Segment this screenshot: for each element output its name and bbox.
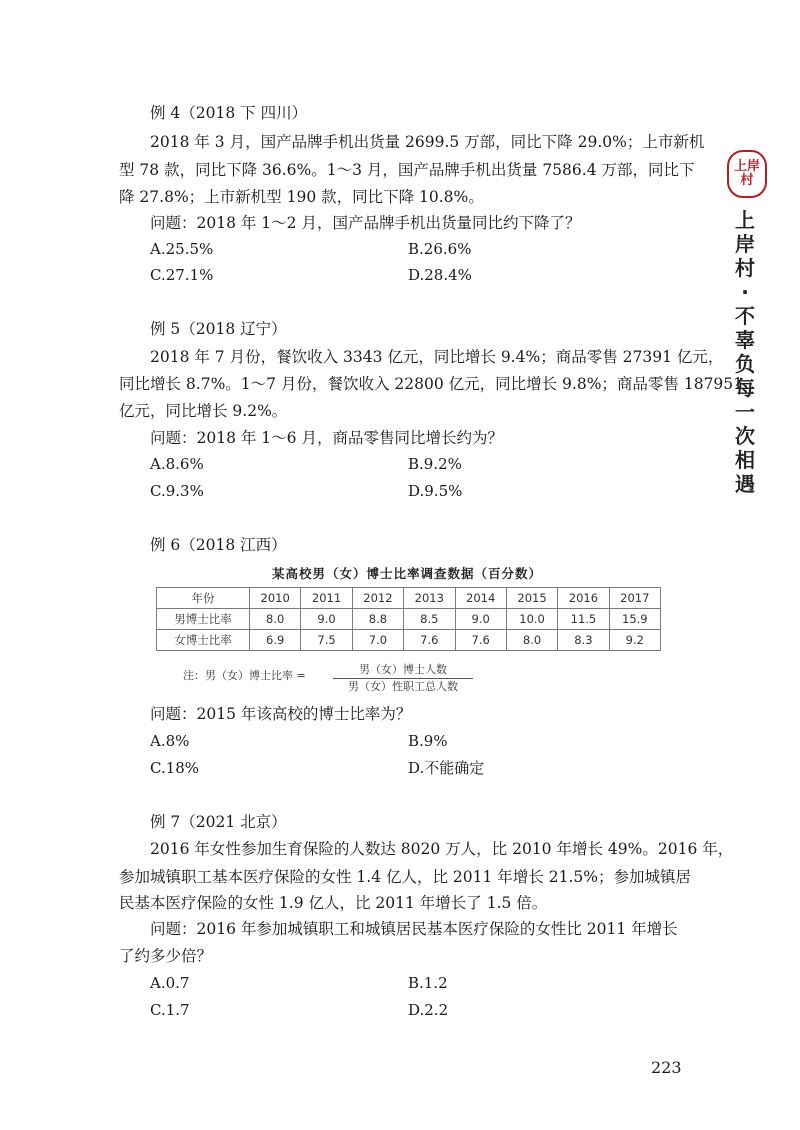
example-4-option-b: B.26.6% [408,240,472,258]
table-cell: 10.0 [506,609,557,630]
example-7-option-b: B.1.2 [408,974,448,992]
brand-seal-logo: 上岸 村 [727,150,767,198]
example-4-text-line: 降 27.8%；上市新机型 190 款，同比下降 10.8%。 [119,188,484,206]
table-title: 某高校男（女）博士比率调查数据（百分数） [272,566,543,581]
example-6-question: 问题：2015 年该高校的博士比率为？ [150,705,412,723]
table-header-cell: 2017 [609,588,660,609]
table-header-cell: 2010 [250,588,301,609]
example-6-option-b: B.9% [408,732,448,750]
table-note-fraction [333,663,473,694]
example-4-option-a: A.25.5% [150,240,214,258]
table-row [157,630,661,651]
example-5-text-line: 亿元，同比增长 9.2%。 [119,402,288,420]
example-7-text-line: 2016 年女性参加生育保险的人数达 8020 万人，比 2010 年增长 49%。2016 年， [150,840,734,858]
table-note: 注：男（女）博士比率 = [183,669,306,682]
table-header-cell: 2012 [352,588,403,609]
table-cell: 7.6 [455,630,506,651]
example-6-option-c: C.18% [150,759,200,777]
example-5-text-line: 同比增长 8.7%。1～7 月份，餐饮收入 22800 亿元，同比增长 9.8%；商品零售 187951 [119,375,744,393]
table-cell: 9.0 [301,609,352,630]
example-4-option-c: C.27.1% [150,266,214,284]
example-7-question: 问题：2016 年参加城镇职工和城镇居民基本医疗保险的女性比 2011 年增长 [150,920,678,938]
table-cell: 8.0 [506,630,557,651]
page-number: 223 [651,1058,682,1077]
example-7-question-continued: 了约多少倍？ [119,947,213,965]
example-5-question: 问题：2018 年 1～6 月，商品零售同比增长约为？ [150,429,503,447]
example-5-option-b: B.9.2% [408,455,462,473]
phd-ratio-table [156,587,661,651]
table-cell: 15.9 [609,609,660,630]
example-5-option-a: A.8.6% [150,455,204,473]
table-header-cell: 2016 [558,588,609,609]
table-row-label: 女博士比率 [157,630,250,651]
example-4-text-line: 2018 年 3 月，国产品牌手机出货量 2699.5 万部，同比下降 29.0%；上市新机 [150,133,705,151]
table-cell: 7.6 [404,630,455,651]
table-header-cell: 年份 [157,588,250,609]
table-row-label: 男博士比率 [157,609,250,630]
example-5-option-c: C.9.3% [150,482,204,500]
example-7-option-d: D.2.2 [408,1001,449,1019]
table-cell: 8.0 [250,609,301,630]
example-4-question: 问题：2018 年 1～2 月，国产品牌手机出货量同比约下降了？ [150,214,581,232]
table-header-row [157,588,661,609]
table-cell: 11.5 [558,609,609,630]
example-5-text-line: 2018 年 7 月份，餐饮收入 3343 亿元，同比增长 9.4%；商品零售 27391 亿元， [150,348,724,366]
brand-slogan: 上 岸 村 · 不 辜 负 每 一 次 相 遇 [735,208,755,496]
table-header-cell: 2014 [455,588,506,609]
table-cell: 7.0 [352,630,403,651]
example-4-text-line: 型 78 款，同比下降 36.6%。1～3 月，国产品牌手机出货量 7586.4 万部，同比下 [119,161,695,179]
fraction-denominator: 男（女）性职工总人数 [348,680,458,693]
table-cell: 8.3 [558,630,609,651]
table-cell: 7.5 [301,630,352,651]
table-header-cell: 2015 [506,588,557,609]
example-7-option-c: C.1.7 [150,1001,190,1019]
table-cell: 6.9 [250,630,301,651]
example-5-heading: 例 5（2018 辽宁） [150,320,287,338]
table-cell: 9.0 [455,609,506,630]
example-5-option-d: D.9.5% [408,482,463,500]
table-row [157,609,661,630]
table-cell: 8.8 [352,609,403,630]
table-header-cell: 2013 [404,588,455,609]
example-4-option-d: D.28.4% [408,266,472,284]
fraction-bar [333,678,473,679]
example-4-heading: 例 4（2018 下 四川） [150,104,308,122]
example-6-heading: 例 6（2018 江西） [150,536,287,554]
example-7-text-line: 参加城镇职工基本医疗保险的女性 1.4 亿人，比 2011 年增长 21.5%；参加城镇居 [119,868,691,886]
example-7-heading: 例 7（2021 北京） [150,813,287,831]
table-cell: 9.2 [609,630,660,651]
example-7-text-line: 民基本医疗保险的女性 1.9 亿人，比 2011 年增长了 1.5 倍。 [119,894,548,912]
example-7-option-a: A.0.7 [150,974,190,992]
example-6-option-a: A.8% [150,732,190,750]
fraction-numerator: 男（女）博士人数 [359,663,447,676]
table-cell: 8.5 [404,609,455,630]
example-6-option-d: D.不能确定 [408,759,485,777]
table-header-cell: 2011 [301,588,352,609]
